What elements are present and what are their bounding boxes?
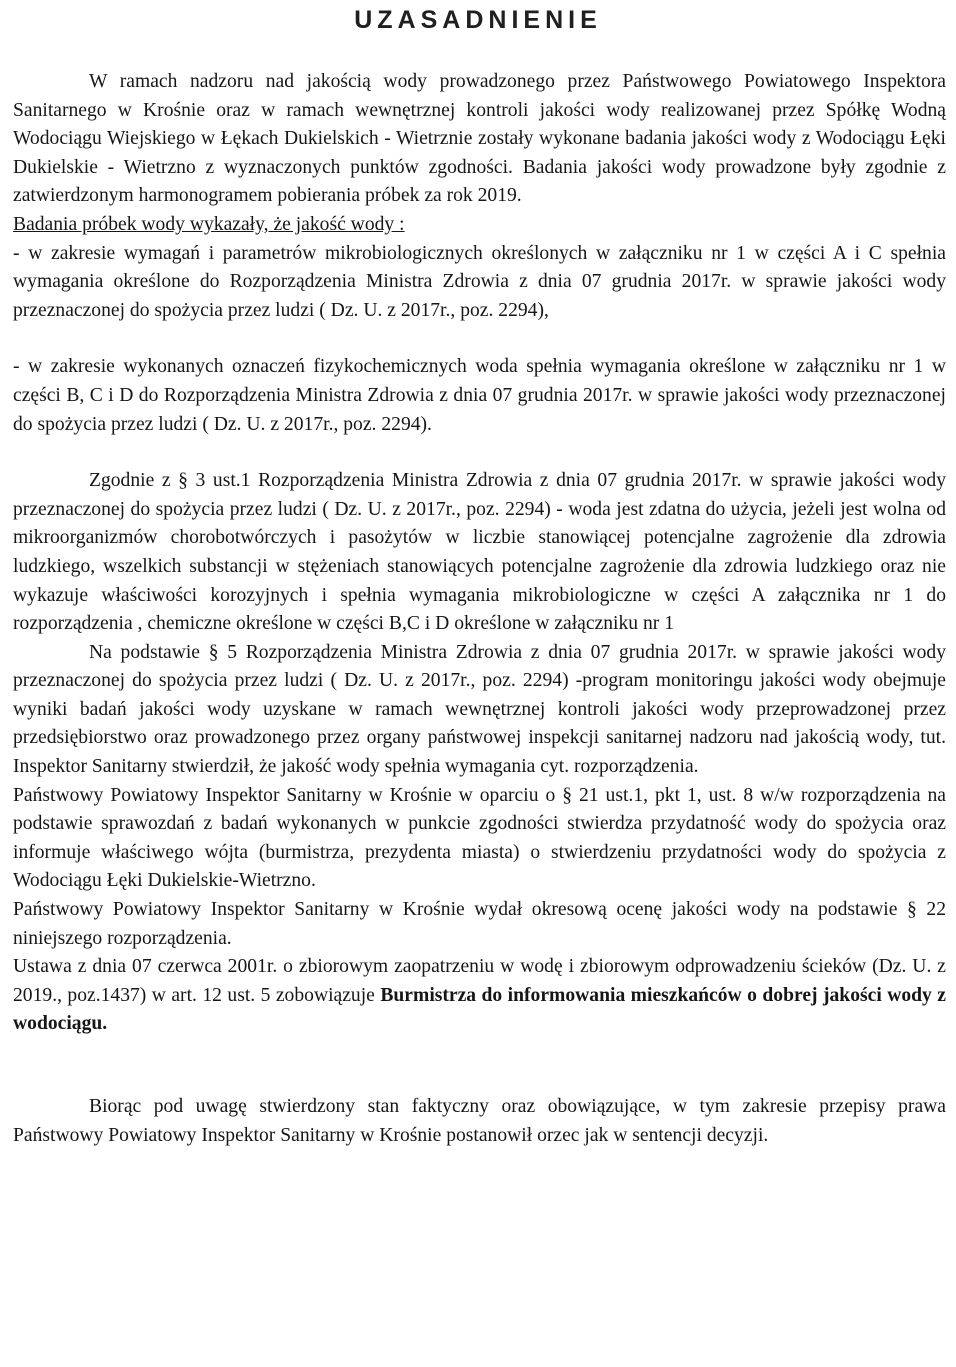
paragraph-physicochemical: - w zakresie wykonanych oznaczeń fizykochemicznych woda spełnia wymagania określone w załączniku nr 1 w części B, C i D do Rozporządzenia Ministra Zdrowia z dnia 07 grudnia 2017r. w sprawie jakości wody przeznaczonej do spożycia przez ludzi ( Dz. U. z 2017r., poz. 2294). [13, 356, 946, 435]
paragraph-intro: W ramach nadzoru nad jakością wody prowadzonego przez Państwowego Powiatowego Inspektora Sanitarnego w Krośnie oraz w ramach wewnętrznej kontroli jakości wody realizowanej przez Spółkę Wodną Wodociągu Wiejskiego w Łękach Dukielskich - Wietrznie zostały wykonane badania jakości wody z Wodociągu Łęki Dukielskie - Wietrzno z wyznaczonych punktów zgodności. Badania jakości wody prowadzone były zgodnie z zatwierdzonym harmonogramem pobierania próbek za rok 2019. [13, 71, 946, 207]
spacer [13, 439, 946, 467]
statute-text: Ustawa z dnia 07 czerwca 2001r. o zbiorowym zaopatrzeniu w wodę i zbiorowym odprowadzeniu ścieków (Dz. U. z 2019., poz.1437) w art. 12 ust. 5 zobowiązuje [13, 956, 946, 1006]
paragraph-section-21: Państwowy Powiatowy Inspektor Sanitarny w Krośnie w oparciu o § 21 ust.1, pkt 1, ust. 8 w/w rozporządzenia na podstawie sprawozdań z badań wykonanych w punkcie zgodności stwierdza przydatność wody do spożycia oraz informuje właściwego wójta (burmistrza, prezydenta miasta) o stwierdzeniu przydatności wody do spożycia z Wodociągu Łęki Dukielskie-Wietrzno. [13, 784, 946, 892]
paragraph-microbiological: - w zakresie wymagań i parametrów mikrobiologicznych określonych w załączniku nr 1 w części A i C spełnia wymagania określone do Rozporządzenia Ministra Zdrowia z dnia 07 grudnia 2017r. w sprawie jakości wody przeznaczonej do spożycia przez ludzi ( Dz. U. z 2017r., poz. 2294), [13, 242, 946, 321]
paragraph-section-3: Zgodnie z § 3 ust.1 Rozporządzenia Ministra Zdrowia z dnia 07 grudnia 2017r. w sprawie jakości wody przeznaczonej do spożycia przez ludzi ( Dz. U. z 2017r., poz. 2294) - woda jest zdatna do użycia, jeżeli jest wolna od mikroorganizmów chorobotwórczych i pasożytów w liczbie stanowiącej potencjalne zagrożenie dla zdrowia ludzkiego, wszelkich substancji w stężeniach stanowiących potencjalne zagrożenie dla zdrowia ludzkiego oraz nie wykazuje właściwości korozyjnych i spełnia wymagania mikrobiologiczne w części A załącznika nr 1 do rozporządzenia , chemiczne określone w części B,C i D określone w załączniku nr 1 [13, 470, 946, 635]
document-title: UZASADNIENIE [354, 6, 602, 34]
paragraph-results-heading: Badania próbek wody wykazały, że jakość wody : [13, 213, 405, 235]
paragraph-statute [13, 953, 946, 1039]
spacer [13, 1039, 946, 1093]
paragraph-section-22: Państwowy Powiatowy Inspektor Sanitarny w Krośnie wydał okresową ocenę jakości wody na podstawie § 22 niniejszego rozporządzenia. [13, 899, 946, 949]
document-body [13, 68, 946, 1150]
paragraph-conclusion: Biorąc pod uwagę stwierdzony stan faktyczny oraz obowiązujące, w tym zakresie przepisy prawa Państwowy Powiatowy Inspektor Sanitarny w Krośnie postanowił orzec jak w sentencji decyzji. [13, 1096, 946, 1146]
paragraph-section-5: Na podstawie § 5 Rozporządzenia Ministra Zdrowia z dnia 07 grudnia 2017r. w sprawie jakości wody przeznaczonej do spożycia przez ludzi ( Dz. U. z 2017r., poz. 2294) -program monitoringu jakości wody obejmuje wyniki badań jakości wody uzyskane w ramach wewnętrznej kontroli jakości wody przeprowadzonej przez przedsiębiorstwo oraz prowadzonego przez organy państwowej inspekcji sanitarnej nadzoru nad jakością wody, tut. Inspektor Sanitarny stwierdził, że jakość wody spełnia wymagania cyt. rozporządzenia. [13, 641, 946, 778]
spacer [13, 325, 946, 353]
statute-bold-text: Burmistrza do informowania mieszkańców o dobrej jakości wody z wodociągu. [13, 984, 946, 1035]
